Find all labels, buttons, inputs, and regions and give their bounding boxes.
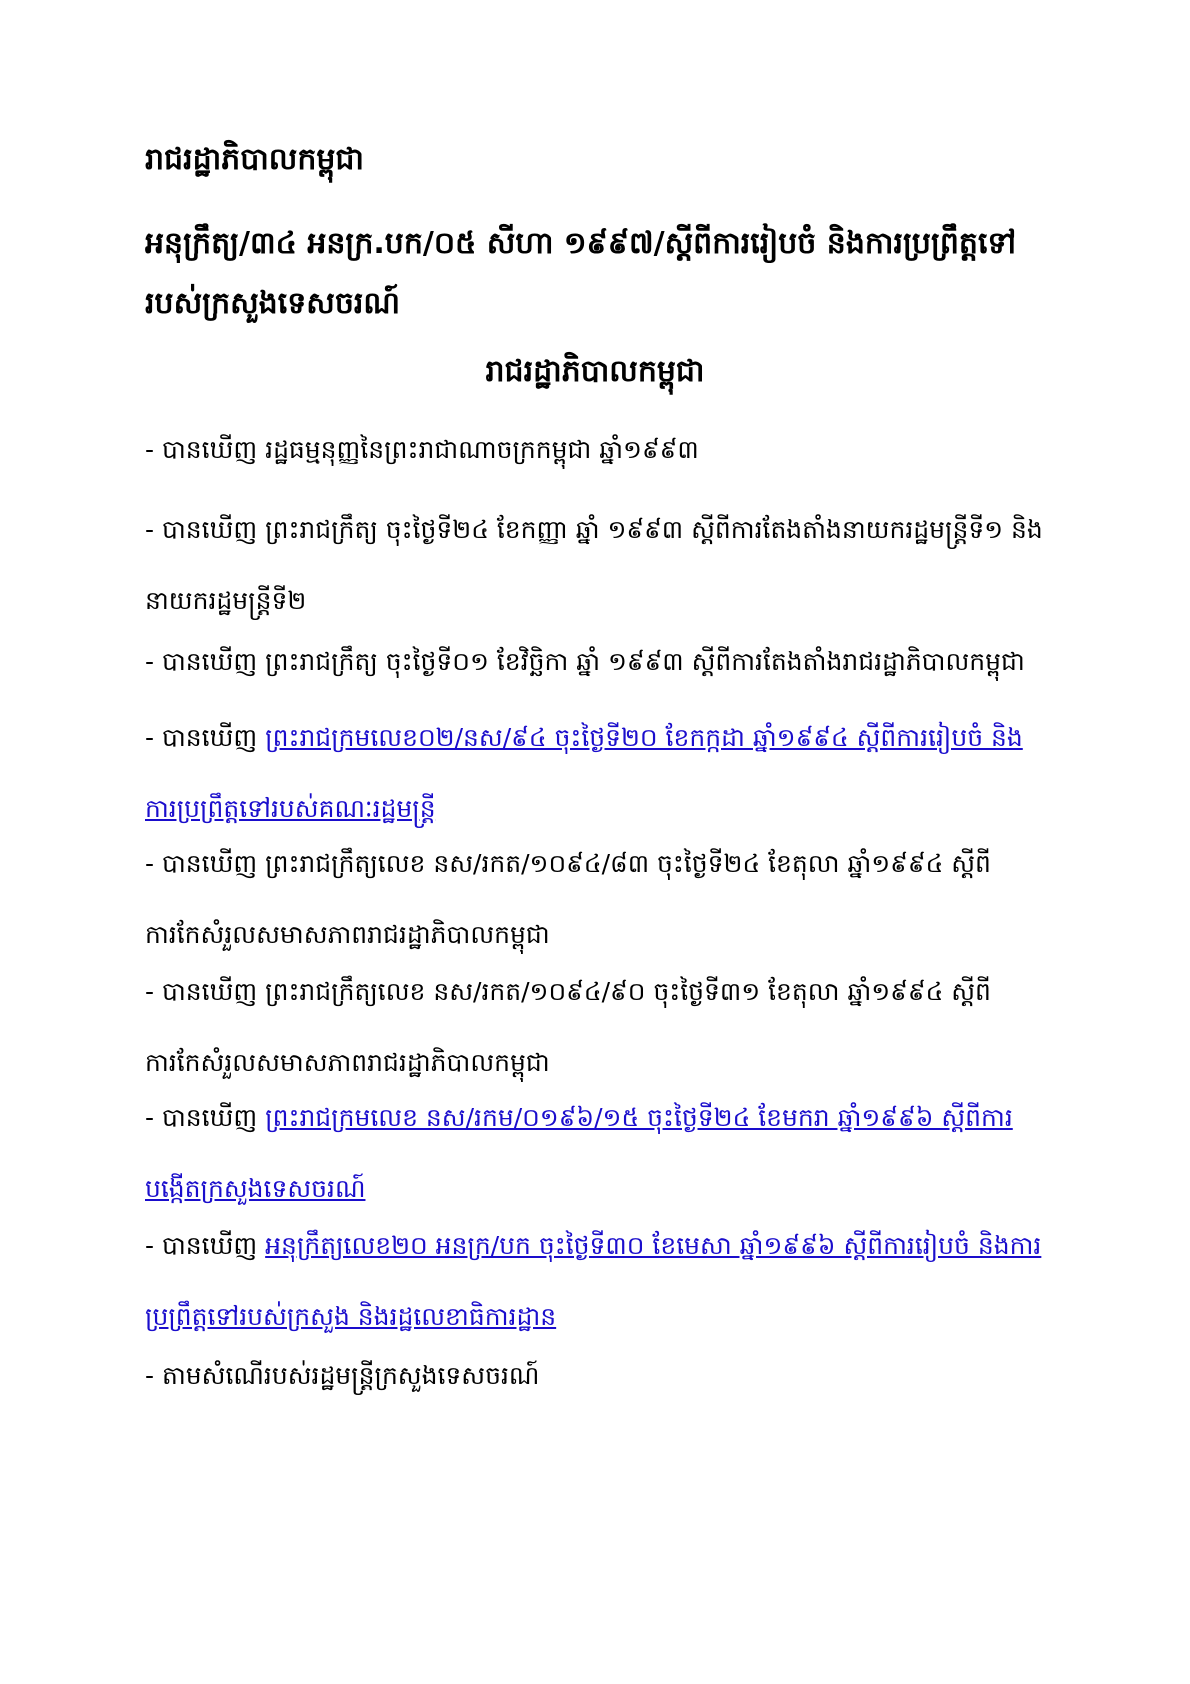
paragraph-council-of-ministers	[145, 702, 1045, 844]
document-title: អនុក្រឹត្យ/៣៤ អនក្រ.បក/០៥ សីហា ១៩៩៧/ស្ដីពីការរៀបចំ និងការប្រព្រឹត្តទៅរបស់ក្រសួងទេសចរណ៍	[145, 226, 1017, 321]
paragraph-text: - តាមសំណើរបស់រដ្ឋមន្ត្រីក្រសួងទេសចរណ៍	[145, 1361, 540, 1390]
paragraph-proposal	[145, 1340, 1045, 1411]
paragraph-text: - បានឃើញ រដ្ឋធម្មនុញ្ញនៃព្រះរាជាណាចក្រកម្ពុជា ឆ្នាំ១៩៩៣	[145, 435, 699, 464]
ministry-creation-link[interactable]: ព្រះរាជក្រមលេខ នស/រកម/០១៩៦/១៥ ចុះថ្ងៃទី២៤ ខែមករា ឆ្នាំ១៩៩៦ ស្ដីពីការបង្កើតក្រសួងទេសចរណ៍	[145, 1103, 1013, 1203]
paragraph-text: - បានឃើញ	[145, 723, 266, 752]
paragraph-text: - បានឃើញ ព្រះរាជក្រឹត្យ ចុះថ្ងៃទី២៤ ខែកញ្ញា ឆ្នាំ ១៩៩៣ ស្ដីពីការតែងតាំងនាយករដ្ឋមន្ត្រីទី១ និងនាយករដ្ឋមន្ត្រីទី២	[145, 515, 1043, 615]
paragraph-text: - បានឃើញ ព្រះរាជក្រឹត្យ ចុះថ្ងៃទី០១ ខែវិច្ឆិកា ឆ្នាំ ១៩៩៣ ស្ដីពីការតែងតាំងរាជរដ្ឋាភិបាលកម្ពុជា	[145, 647, 1025, 676]
paragraph-text: - បានឃើញ	[145, 1103, 266, 1132]
paragraph-royal-decree-90	[145, 956, 1045, 1098]
paragraph-ministry-creation	[145, 1082, 1045, 1224]
paragraph-royal-decree-ministers	[145, 494, 1045, 636]
paragraph-royal-decree-government	[145, 626, 1045, 697]
paragraph-royal-decree-83	[145, 828, 1045, 970]
government-heading: រាជរដ្ឋាភិបាលកម្ពុជា	[145, 142, 364, 177]
paragraph-sub-decree-20	[145, 1210, 1045, 1352]
paragraph-text: - បានឃើញ ព្រះរាជក្រឹត្យលេខ នស/រកត/១០៩៤/៨៣ ចុះថ្ងៃទី២៤ ខែតុលា ឆ្នាំ១៩៩៤ ស្ដីពីការកែសំរួលសមាសភាពរាជរដ្ឋាភិបាលកម្ពុជា	[145, 849, 991, 949]
paragraph-text: - បានឃើញ ព្រះរាជក្រឹត្យលេខ នស/រកត/១០៩៤/៩០ ចុះថ្ងៃទី៣១ ខែតុលា ឆ្នាំ១៩៩៤ ស្ដីពីការកែសំរួលសមាសភាពរាជរដ្ឋាភិបាលកម្ពុជា	[145, 977, 991, 1077]
paragraph-text: - បានឃើញ	[145, 1231, 266, 1260]
center-heading: រាជរដ្ឋាភិបាលកម្ពុជា	[485, 354, 705, 389]
paragraph-constitution	[145, 414, 1045, 485]
council-of-ministers-link[interactable]: ព្រះរាជក្រមលេខ០២/នស/៩៤ ចុះថ្ងៃទី២០ ខែកក្កដា ឆ្នាំ១៩៩៤ ស្ដីពីការរៀបចំ និងការប្រព្រឹត្តទៅរបស់គណៈរដ្ឋមន្ត្រី	[145, 723, 1023, 823]
sub-decree-20-link[interactable]: អនុក្រឹត្យលេខ២០ អនក្រ/បក ចុះថ្ងៃទី៣០ ខែមេសា ឆ្នាំ១៩៩៦ ស្ដីពីការរៀបចំ និងការប្រព្រឹត្តទៅរបស់ក្រសួង និងរដ្ឋលេខាធិការដ្ឋាន	[145, 1231, 1042, 1331]
